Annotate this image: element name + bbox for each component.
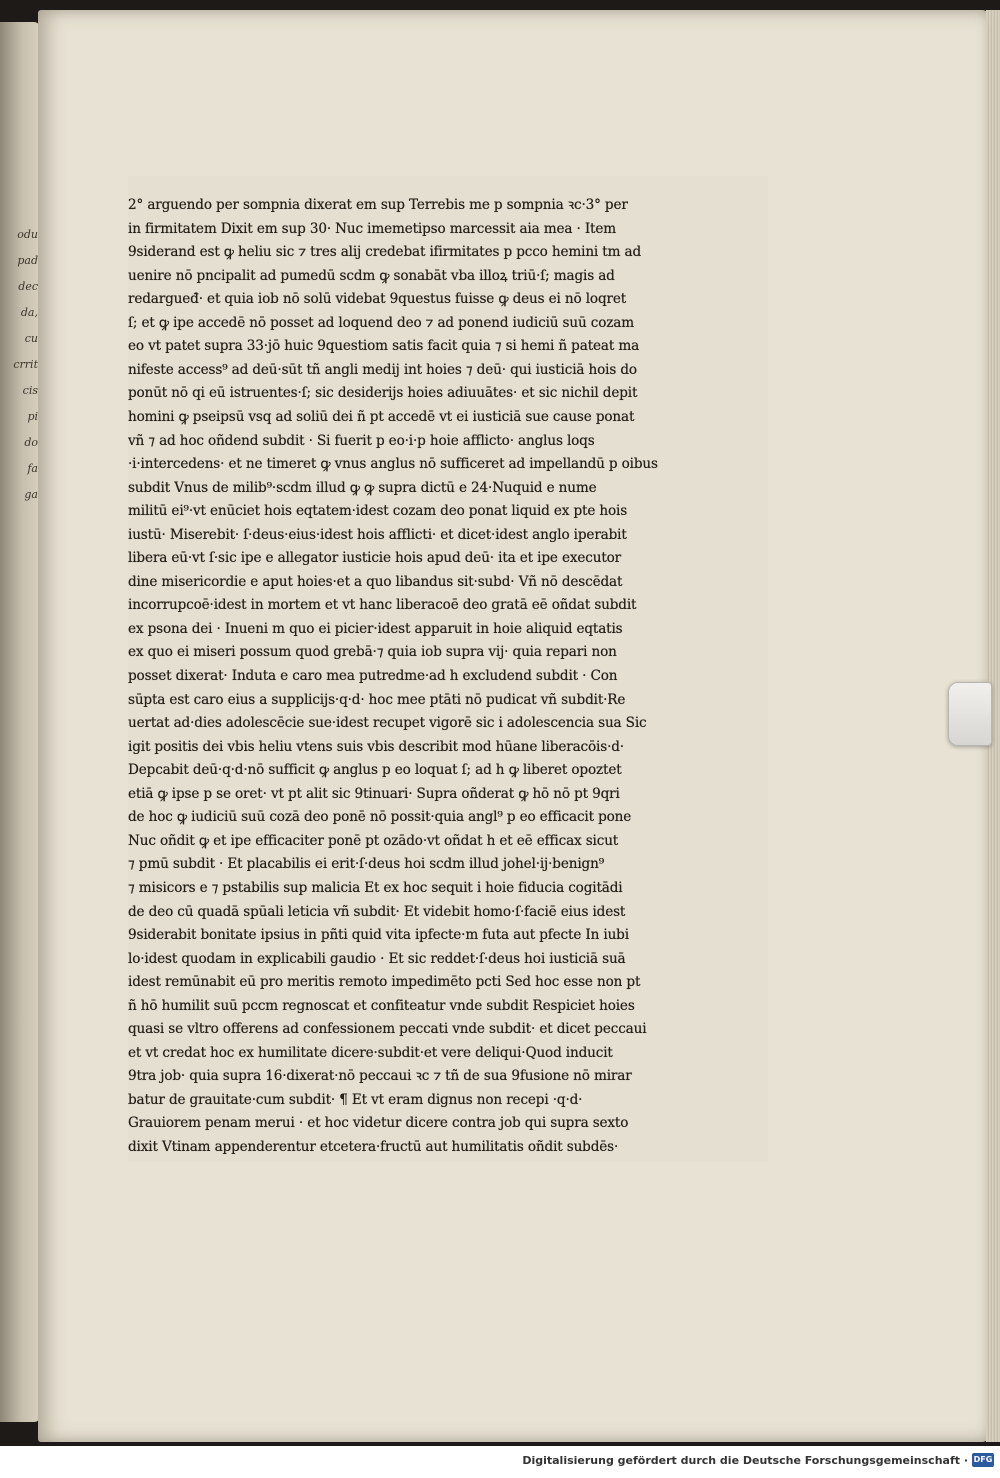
text-line: posset dixerat· Induta e caro mea putredme·ad h excludend subdit · Con [128,668,618,684]
text-line: 9tra job· quia supra 16·dixerat·nō peccaui ꝛc ⁊ tñ de sua 9fusione nō mirar [128,1068,632,1085]
previous-page-edge [0,22,40,1422]
text-line: militū ei⁹·vt enūciet hois eqtatem·idest cozam deo ponat liquid ex pte hois [128,503,628,520]
edge-fragment: fa [27,462,38,475]
text-line: uertat ad·dies adolescēcie sue·idest recupet vigorē sic i adolescencia sua Sic [128,715,647,732]
text-line: ⁊ pmū subdit · Et placabilis ei erit·ſ·deus hoi scdm illud johel·ij·benign⁹ [128,856,605,873]
text-line: batur de grauitate·cum subdit· ¶ Et vt eram dignus non recepi ·q·d· [128,1091,583,1108]
dfg-logo: DFG [972,1453,994,1467]
text-line: Grauiorem penam merui · et hoc videtur dicere contra job qui supra sexto [128,1115,629,1132]
edge-fragment: pad [17,254,38,267]
text-line: vñ ⁊ ad hoc oñdend subdit · Si fuerit p eo·i·p hoie afflicto· anglus loqs [128,432,595,449]
text-line: ex psona dei · Inueni m quo ei picier·idest apparuit in hoie aliquid eqtatis [128,620,623,637]
text-line: iustū· Miserebit· ſ·deus·eius·idest hois afflicti· et dicet·idest anglo iperabit [128,526,627,543]
text-line: dine misericordie e aput hoies·et a quo libandus sit·subd· Vñ nō descēdat [128,573,623,590]
text-line: incorrupcoē·idest in mortem et vt hanc liberacoē deo gratā eē oñdat subdit [128,597,637,614]
text-line: in firmitatem Dixit em sup 30· Nuc imemetipso marcessit aia mea · Item [128,220,616,237]
edge-fragment: odu [17,228,38,241]
edge-fragment: pi [27,410,38,423]
text-line: redargueđ· et quia iob nō solū videbat 9questus fuisse ꝙ deus ei nō loqret [128,291,627,308]
text-line: ·i·intercedens· et ne timeret ꝙ vnus anglus nō sufficeret ad impellandū p oibus [128,456,658,473]
text-line: uenire nō pncipalit ad pumedū scdm ꝙ sonabāt vba illoꝝ triū·ſ; magis ad [128,267,615,284]
text-line: Depcabit deū·q·d·nō sufficit ꝙ anglus p eo loquat ſ; ad h ꝙ liberet opoztet [128,762,622,779]
text-line: ex quo ei miseri possum quod grebā·⁊ quia iob supra vij· quia repari non [128,644,617,661]
edge-fragment: cu [24,332,38,345]
text-line: nifeste access⁹ ad deū·sūt tñ angli medij int hoies ⁊ deū· qui iusticiā hois do [128,361,637,378]
dfg-credit: Digitalisierung gefördert durch die Deutsche Forschungsgemeinschaft · [522,1454,968,1467]
edge-fragment: cis [22,384,38,397]
text-line: de hoc ꝙ iudiciū suū cozā deo ponē nō possit·quia angl⁹ p eo efficacit pone [128,809,632,826]
text-line: ñ hō humilit suū pccm regnoscat et confiteatur vnde subdit Respiciet hoies [128,997,635,1014]
text-line: ſ; et ꝙ ipe accedē nō posset ad loquend deo ⁊ ad ponend iudiciū suū cozam [128,314,634,331]
text-line: ⁊ misicors e ⁊ pstabilis sup malicia Et ex hoc sequit i hoie fiducia cogitādi [128,879,623,896]
text-line: ponūt nō qi eū istruentes·ſ; sic desiderijs hoies adiuuātes· et sic nichil depit [128,385,638,402]
footer-bar [0,1446,1000,1478]
text-line: subdit Vnus de milib⁹·scdm illud ꝙ ꝙ supra dictū e 24·Nuquid e nume [128,479,597,496]
text-line: Nuc oñdit ꝙ et ipe efficaciter ponē pt ozādo·vt oñdat h et eē efficax sicut [128,832,619,849]
bookmark-tab [948,682,992,746]
previous-page-text-fragments [4,222,38,508]
text-line: sūpta est caro eius a supplicijs·q·d· hoc mee ptāti nō pudicat vñ subdit·Re [128,691,626,708]
text-line: igit positis dei vbis heliu vtens suis vbis describit mod hūane liberacōis·d· [128,738,624,755]
text-line: de deo cū quadā spūali leticia vñ subdit· Et videbit homo·ſ·faciē eius idest [128,903,626,920]
edge-fragment: dec [18,280,38,293]
text-line: 9siderabit bonitate ipsius in pñti quid vita ipfecte·m futa aut pfecte In iubi [128,927,629,944]
text-line: idest remūnabit eū pro meritis remoto impedimēto pcti Sed hoc esse non pt [128,974,641,991]
text-line: etiā ꝙ ipse p se oret· vt pt alit sic 9tinuari· Supra oñderat ꝙ hō nō pt 9qri [128,785,620,802]
text-line: lo·idest quodam in explicabili gaudio · Et sic reddet·ſ·deus hoi iusticiā suā [128,950,626,967]
text-line: quasi se vltro offerens ad confessionem peccati vnde subdit· et dicet peccaui [128,1021,647,1038]
edge-fragment: do [24,436,38,449]
text-line: homini ꝙ pseipsū vsq ad soliū dei ñ pt accedē vt ei iusticiā sue cause ponat [128,408,635,425]
text-line: et vt credat hoc ex humilitate dicere·subdit·et vere deliqui·Quod inducit [128,1044,613,1061]
edge-fragment: da, [20,306,38,319]
edge-fragment: ga [24,488,38,501]
edge-fragment: crrit [13,358,38,371]
text-line: 2° arguendo per sompnia dixerat em sup Terrebis me p sompnia ꝛc·3° per [128,197,628,213]
text-line: 9siderand est ꝙ heliu sic ⁊ tres alij credebat ifirmitates p pcco hemini tm ad [128,244,642,261]
text-line: libera eū·vt ſ·sic ipe e allegator iusticie hois apud deū· ita et ipe executor [128,550,622,567]
text-line: eo vt patet supra 33·jō huic 9questiom satis facit quia ⁊ si hemi ñ pateat ma [128,338,640,355]
text-line: dixit Vtinam appenderentur etcetera·fructū aut humilitatis oñdit subdēs· [128,1139,619,1155]
